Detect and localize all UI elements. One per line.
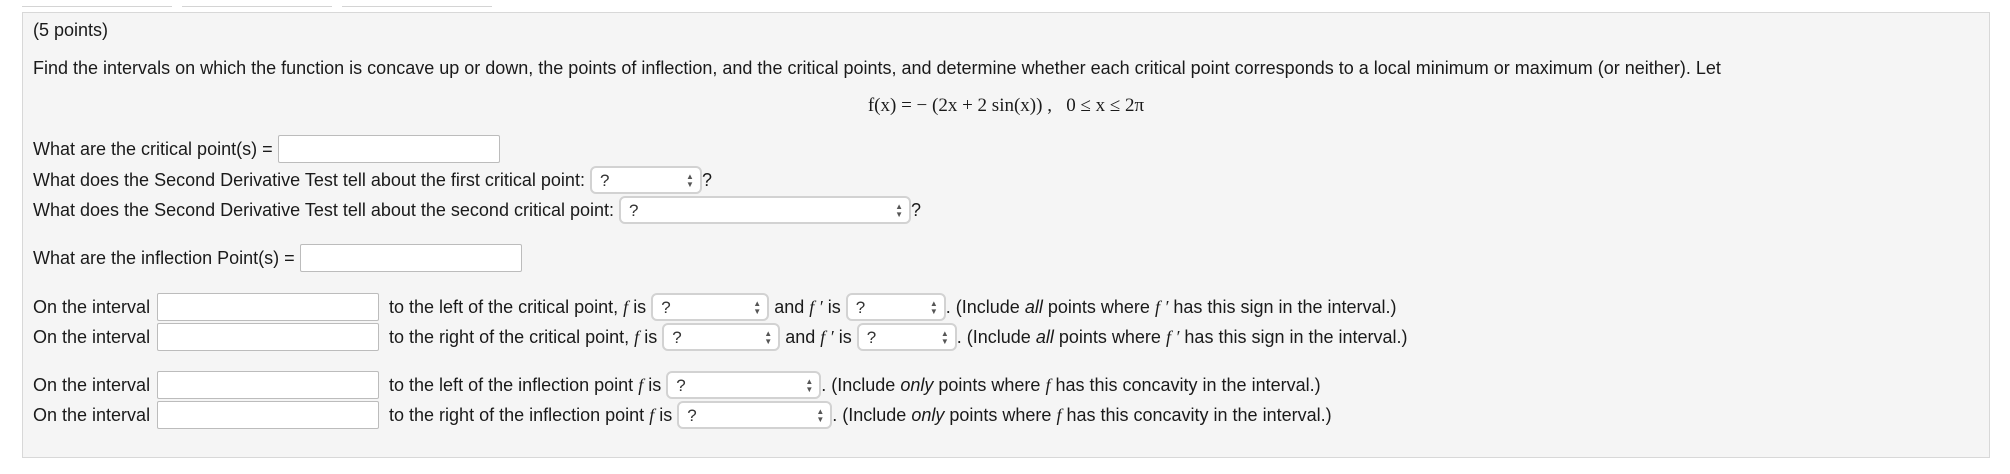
formula-lhs: f(x) = − (2x + 2 sin(x)) , <box>867 95 1052 116</box>
f-sign-select[interactable] <box>662 323 780 351</box>
interval-row-left-inflection <box>33 371 1321 399</box>
and-word: and <box>774 297 805 317</box>
critical-points-label: What are the critical point(s) = <box>33 139 273 159</box>
select-arrows-icon: ▲ ▼ <box>940 329 949 346</box>
is-word: is <box>838 327 852 347</box>
interval-input-right-critical[interactable] <box>157 323 379 351</box>
interval-input-right-inflection[interactable] <box>157 401 379 429</box>
fprime-symbol: f ′ <box>809 297 823 317</box>
sdt-first-row <box>33 166 712 194</box>
interval-row-right-inflection <box>33 401 1332 429</box>
problem-prompt: Find the intervals on which the function is concave up or down, the points of inflection, and the critical points, and determine whether each critical point corresponds to a local minimum or maximum (or neither). Let <box>33 58 1721 78</box>
interval-label: On the interval <box>33 375 151 395</box>
question-mark: ? <box>911 200 922 220</box>
interval-row-right-critical <box>33 323 1408 351</box>
sdt-first-select[interactable] <box>590 166 702 194</box>
sdt-first-selected: ? <box>599 171 610 190</box>
include-only-text: . (Include only points where f has this concavity in the interval.) <box>832 405 1332 425</box>
include-only-text: . (Include only points where f has this concavity in the interval.) <box>821 375 1321 395</box>
select-arrows-icon: ▲ ▼ <box>686 172 694 189</box>
function-formula <box>23 95 1989 117</box>
select-value: ? <box>866 328 877 347</box>
interval-label: On the interval <box>33 327 151 347</box>
select-arrows-icon: ▲ ▼ <box>753 299 762 316</box>
sdt-second-select[interactable] <box>619 196 911 224</box>
fprime-symbol: f ′ <box>820 327 834 347</box>
fprime-sign-select[interactable] <box>846 293 946 321</box>
inflection-label: What are the inflection Point(s) = <box>33 248 295 268</box>
question-mark: ? <box>701 170 712 190</box>
right-inflection-text: to the right of the inflection point <box>389 405 645 425</box>
problem-points: (5 points) <box>33 20 109 40</box>
select-value: ? <box>661 298 671 317</box>
tab-stub <box>182 0 332 7</box>
sdt-second-label: What does the Second Derivative Test tell about the second critical point: <box>33 200 614 220</box>
problem-panel <box>22 12 1990 458</box>
is-word: is <box>633 297 647 317</box>
sdt-second-row <box>33 196 921 224</box>
inflection-input[interactable] <box>300 244 522 272</box>
f-symbol: f <box>638 375 644 395</box>
concavity-select[interactable] <box>666 371 821 399</box>
include-all-text: . (Include all points where f ′ has this sign in the interval.) <box>956 327 1408 347</box>
select-arrows-icon: ▲ ▼ <box>805 377 814 394</box>
f-symbol: f <box>634 327 640 347</box>
select-arrows-icon: ▲ ▼ <box>895 202 904 219</box>
f-symbol: f <box>623 297 629 317</box>
tab-stub <box>22 0 172 7</box>
f-symbol: f <box>649 405 655 425</box>
left-critical-text: to the left of the critical point, <box>389 297 619 317</box>
select-arrows-icon: ▲ ▼ <box>764 329 773 346</box>
interval-input-left-inflection[interactable] <box>157 371 379 399</box>
interval-row-left-critical <box>33 293 1397 321</box>
select-arrows-icon: ▲ ▼ <box>816 407 825 424</box>
tab-stub <box>342 0 492 7</box>
interval-input-left-critical[interactable] <box>157 293 379 321</box>
select-value: ? <box>687 406 697 425</box>
concavity-select[interactable] <box>677 401 832 429</box>
right-critical-text: to the right of the critical point, <box>389 327 630 347</box>
interval-label: On the interval <box>33 297 151 317</box>
is-word: is <box>659 405 673 425</box>
fprime-sign-select[interactable] <box>857 323 957 351</box>
f-sign-select[interactable] <box>651 293 769 321</box>
inflection-row <box>33 244 522 272</box>
critical-points-input[interactable] <box>278 135 500 163</box>
and-word: and <box>785 327 816 347</box>
include-all-text: . (Include all points where f ′ has this sign in the interval.) <box>945 297 1397 317</box>
formula-domain: 0 ≤ x ≤ 2π <box>1066 95 1145 116</box>
tab-strip <box>22 0 1992 12</box>
interval-label: On the interval <box>33 405 151 425</box>
select-value: ? <box>855 298 866 317</box>
is-word: is <box>644 327 658 347</box>
select-arrows-icon: ▲ ▼ <box>929 299 938 316</box>
select-value: ? <box>672 328 682 347</box>
sdt-second-selected: ? <box>629 201 639 220</box>
sdt-first-label: What does the Second Derivative Test tell about the first critical point: <box>33 170 585 190</box>
is-word: is <box>827 297 841 317</box>
select-value: ? <box>676 376 686 395</box>
left-inflection-text: to the left of the inflection point <box>389 375 634 395</box>
is-word: is <box>648 375 662 395</box>
critical-points-row <box>33 135 500 163</box>
